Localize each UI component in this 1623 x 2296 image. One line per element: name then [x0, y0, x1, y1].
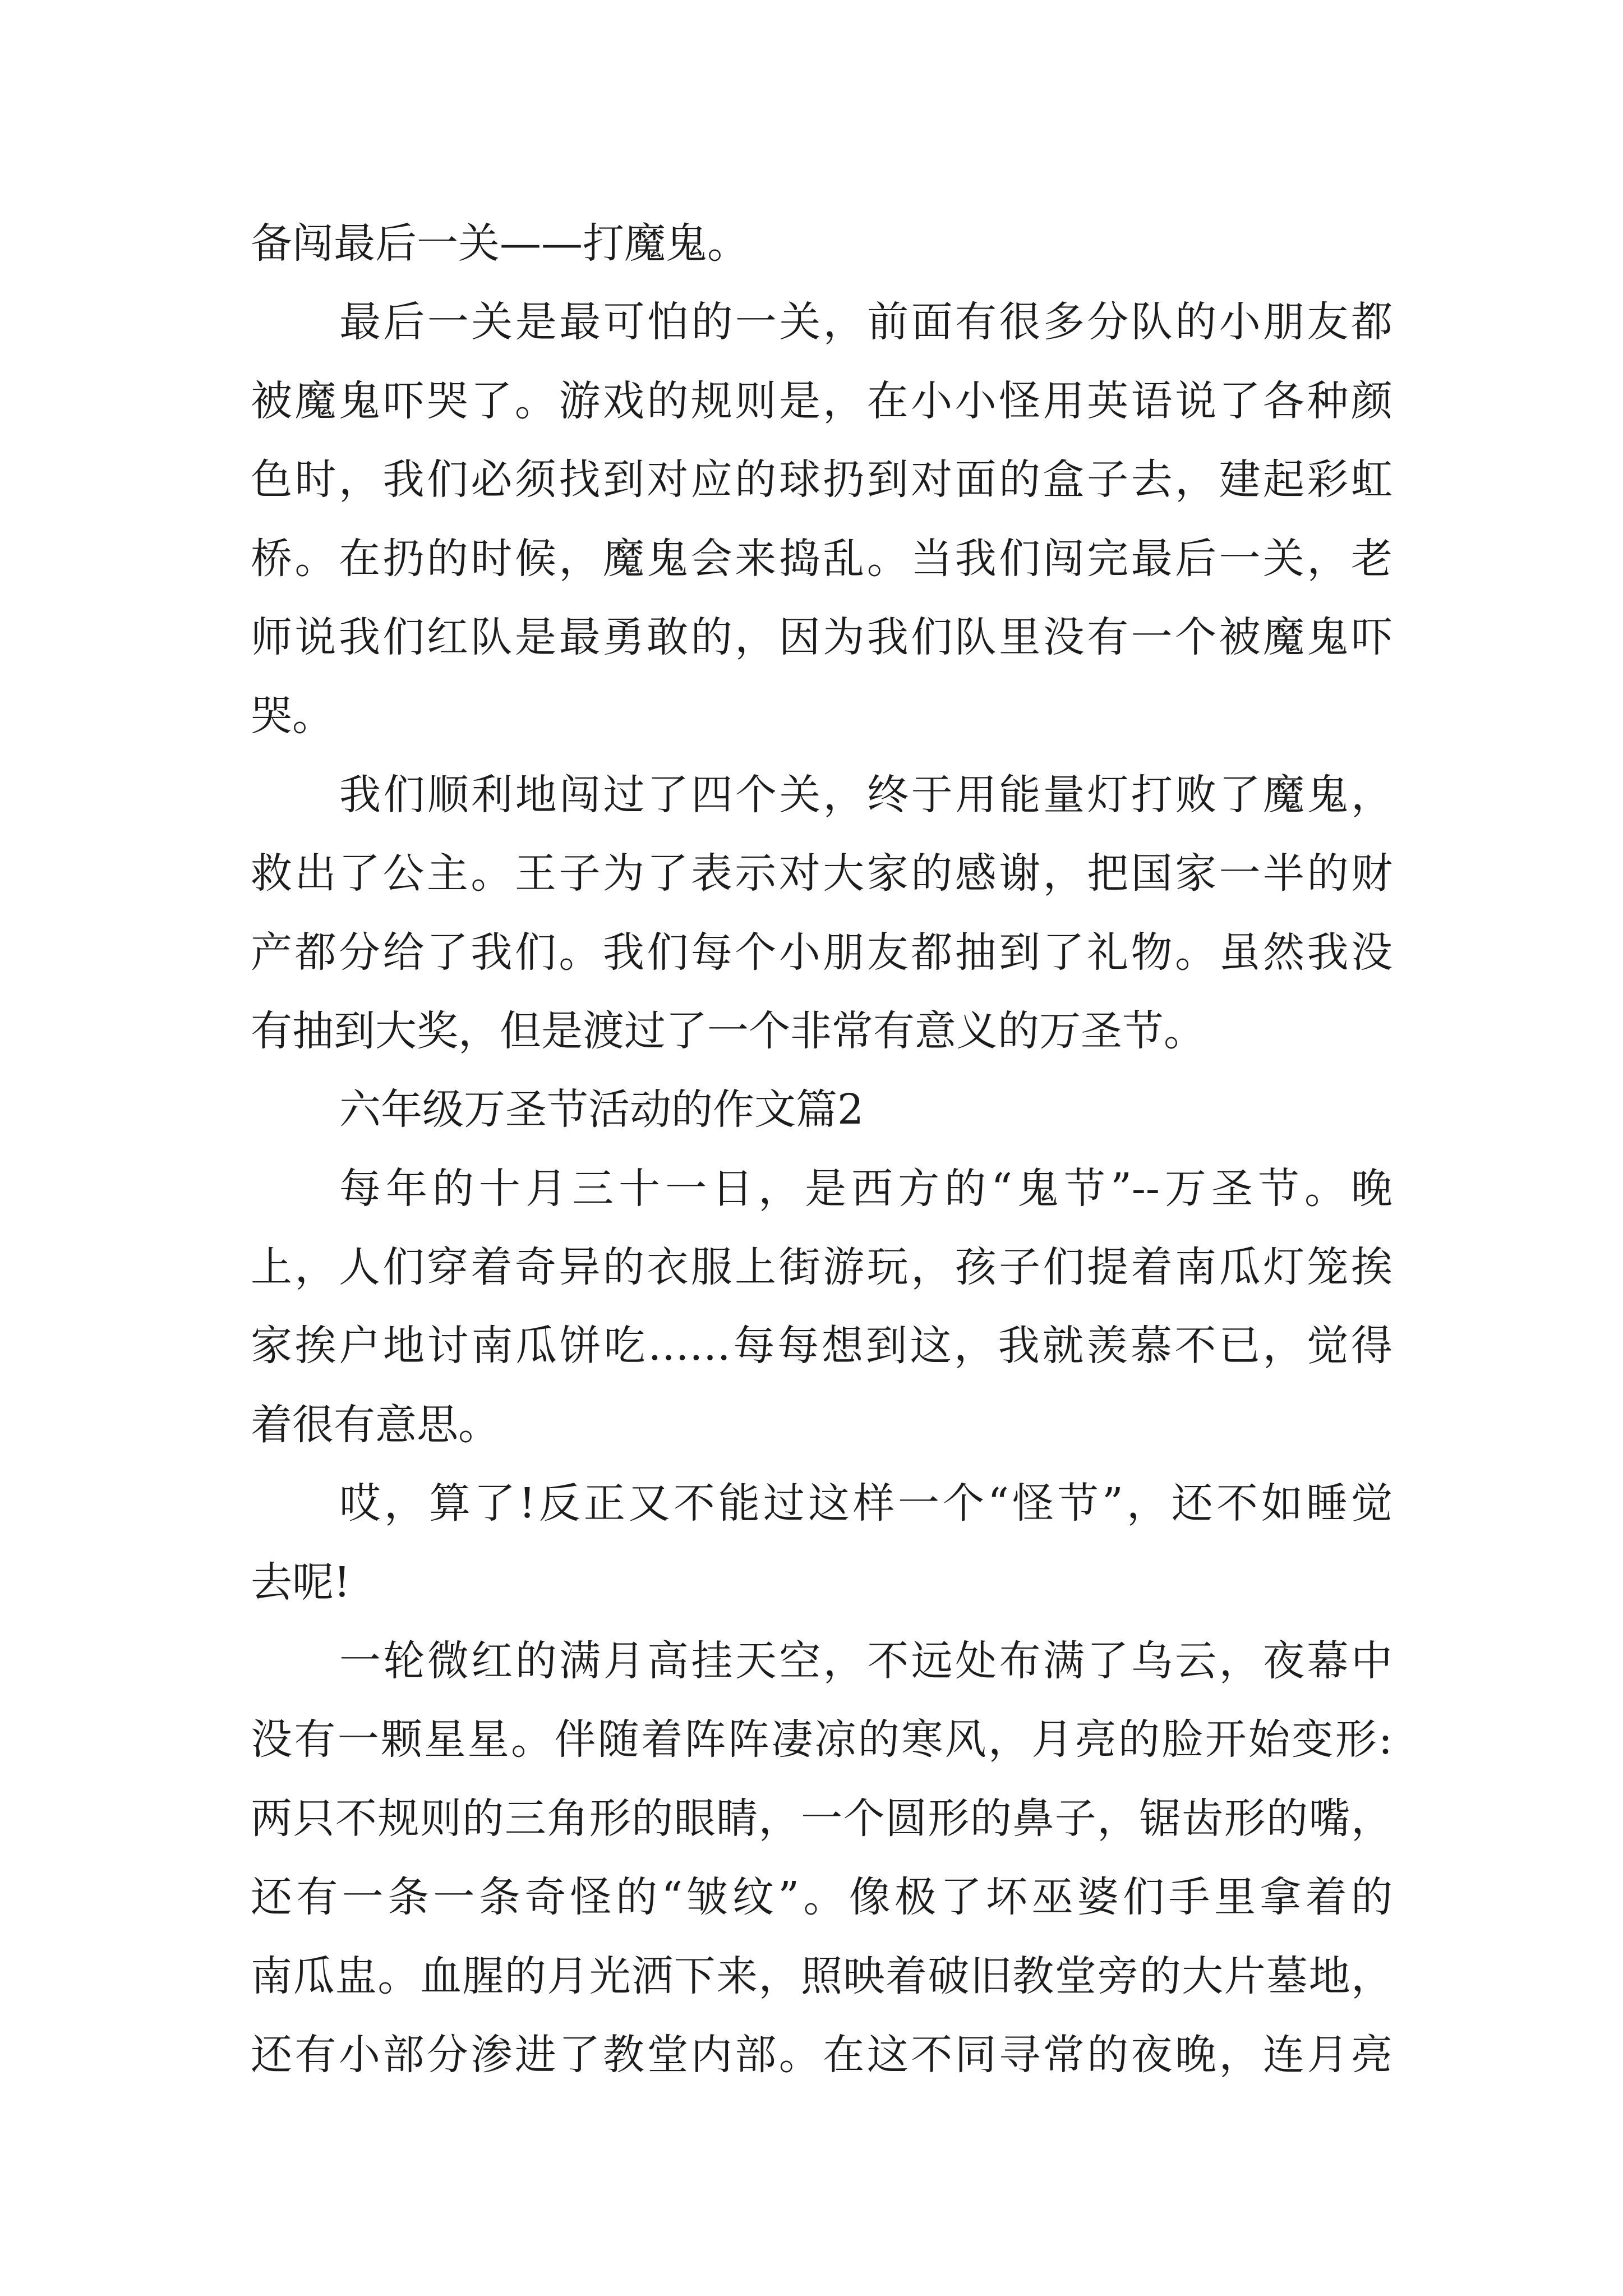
paragraph-line: 最后一关是最可怕的一关，前面有很多分队的小朋友都 — [339, 298, 1393, 347]
paragraph — [251, 1149, 1393, 1465]
paragraph-line: 没有一颗星星。伴随着阵阵凄凉的寒风，月亮的脸开始变形: — [251, 1715, 1393, 1764]
paragraph-line: 上，人们穿着奇异的衣服上街游玩，孩子们提着南瓜灯笼挨 — [251, 1243, 1393, 1292]
paragraph — [251, 1622, 1393, 2094]
paragraph-line: 哭。 — [251, 692, 334, 740]
paragraph-line: 有抽到大奖，但是渡过了一个非常有意义的万圣节。 — [251, 1006, 1205, 1055]
paragraph — [251, 756, 1393, 1071]
paragraph-line: 着很有意思。 — [251, 1400, 500, 1449]
paragraph-line: 还有小部分渗进了教堂内部。在这不同寻常的夜晚，连月亮 — [251, 2030, 1393, 2079]
paragraph-line: 备闯最后一关——打魔鬼。 — [251, 219, 749, 268]
paragraph-line: 色时，我们必须找到对应的球扔到对面的盒子去，建起彩虹 — [251, 455, 1393, 504]
paragraph-line: 救出了公主。王子为了表示对大家的感谢，把国家一半的财 — [251, 849, 1393, 898]
paragraph-line: 桥。在扔的时候，魔鬼会来捣乱。当我们闯完最后一关，老 — [251, 534, 1393, 583]
paragraph-line: 产都分给了我们。我们每个小朋友都抽到了礼物。虽然我没 — [251, 928, 1393, 977]
paragraph — [251, 204, 1393, 283]
paragraph-line: 家挨户地讨南瓜饼吃……每每想到这，我就羡慕不已，觉得 — [251, 1322, 1393, 1370]
section-heading — [251, 1070, 1393, 1149]
document-body — [251, 204, 1393, 2094]
paragraph-line: 一轮微红的满月高挂天空，不远处布满了乌云，夜幕中 — [339, 1637, 1393, 1686]
section-heading-text: 六年级万圣节活动的作文篇2 — [339, 1085, 864, 1134]
paragraph-line: 还有一条一条奇怪的“皱纹”。像极了坏巫婆们手里拿着的 — [251, 1873, 1393, 1922]
paragraph-line: 两只不规则的三角形的眼睛，一个圆形的鼻子，锯齿形的嘴， — [251, 1794, 1393, 1843]
paragraph — [251, 1464, 1393, 1622]
paragraph-line: 师说我们红队是最勇敢的，因为我们队里没有一个被魔鬼吓 — [251, 613, 1393, 661]
paragraph-line: 被魔鬼吓哭了。游戏的规则是，在小小怪用英语说了各种颜 — [251, 376, 1393, 425]
paragraph-line: 哎，算了!反正又不能过这样一个“怪节”，还不如睡觉 — [339, 1479, 1393, 1528]
paragraph-line: 我们顺利地闯过了四个关，终于用能量灯打败了魔鬼， — [339, 770, 1393, 819]
paragraph — [251, 283, 1393, 755]
paragraph-line: 每年的十月三十一日，是西方的“鬼节”--万圣节。晚 — [339, 1164, 1393, 1213]
paragraph-line: 南瓜盅。血腥的月光洒下来，照映着破旧教堂旁的大片墓地， — [251, 1952, 1393, 2000]
paragraph-line: 去呢! — [251, 1558, 351, 1607]
